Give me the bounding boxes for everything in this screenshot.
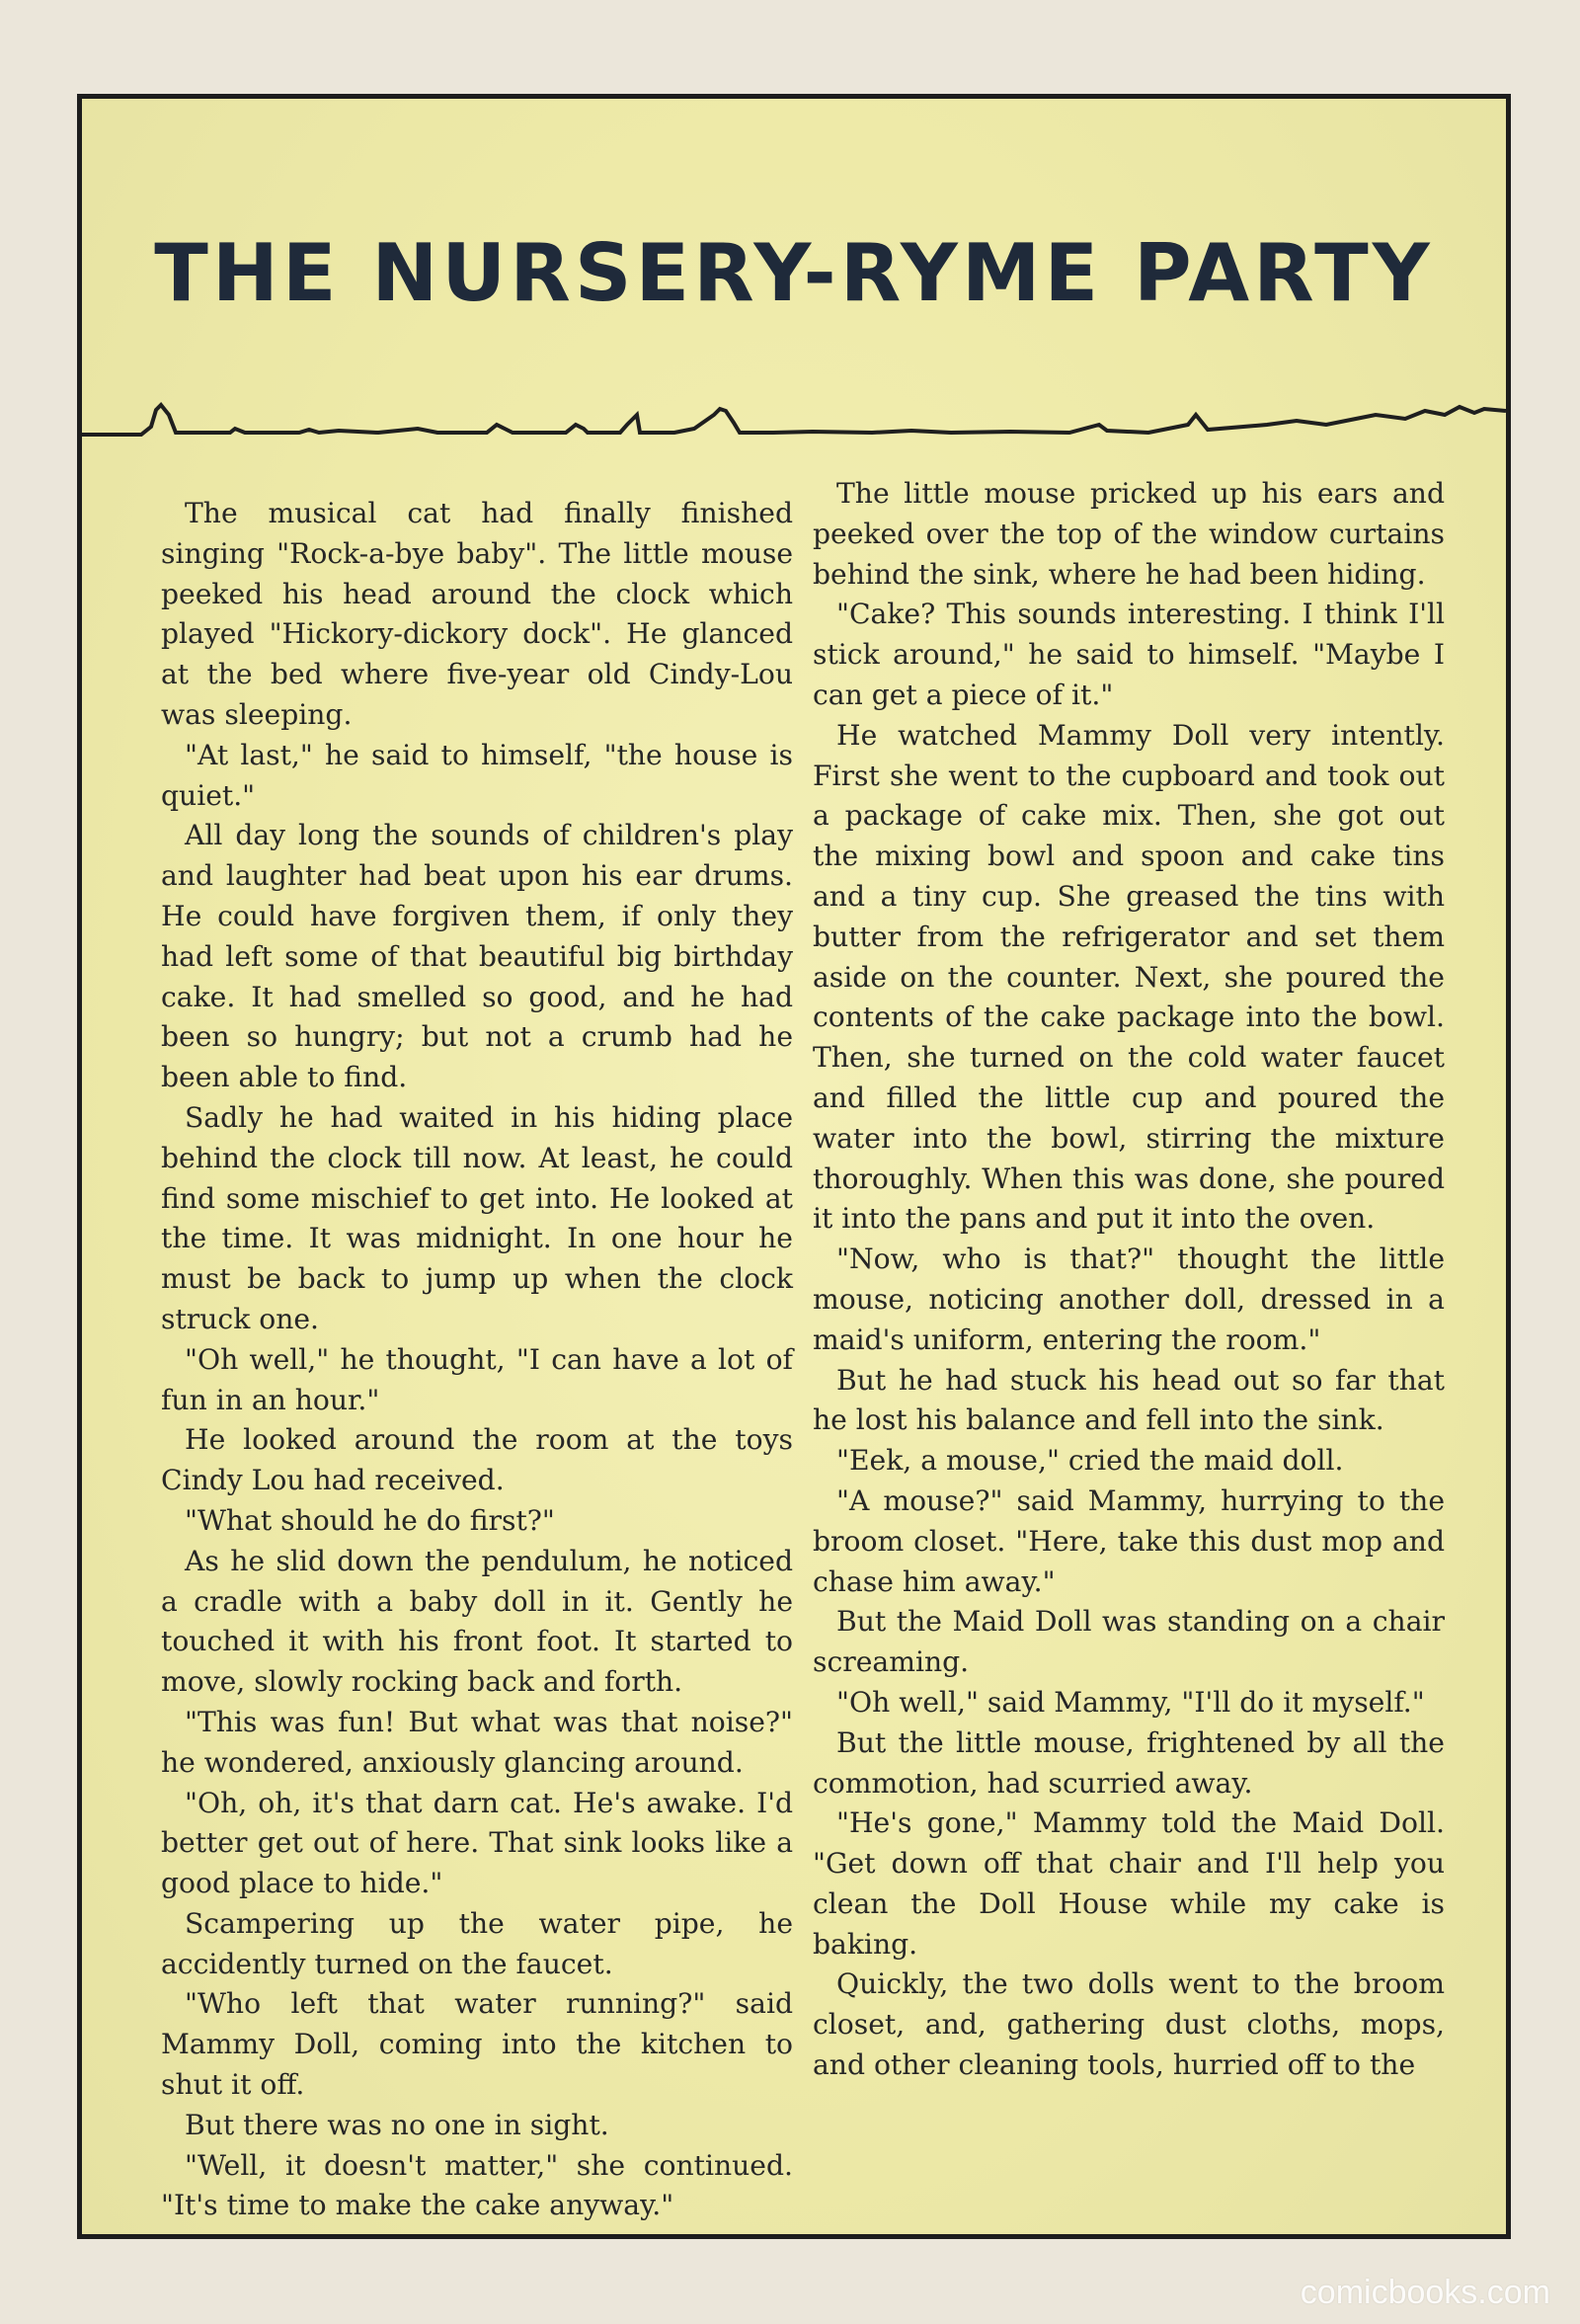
skyline-divider-icon: [82, 385, 1506, 454]
skyline-divider: [82, 385, 1506, 454]
paragraph: Sadly he had waited in his hiding place behind the clock till now. At least, he could find some mischief to get into. He looked at the time. It was midnight. In one hour he must be back to jump up when the clock struck one.: [161, 1100, 793, 1335]
story-title: THE NURSERY-RYME PARTY: [154, 227, 1434, 319]
paragraph: "Oh well," said Mammy, "I'll do it myself.": [836, 1685, 1425, 1719]
left-column: [161, 494, 793, 2226]
paragraph: "What should he do first?": [185, 1503, 555, 1537]
paragraph: "Well, it doesn't matter," she continued. "It's time to make the cake anyway.": [161, 2148, 793, 2222]
story-panel: [77, 94, 1511, 2239]
paragraph: "Who left that water running?" said Mammy Doll, coming into the kitchen to shut it off.: [161, 1987, 793, 2102]
paragraph: But the Maid Doll was standing on a chair screaming.: [813, 1605, 1445, 1679]
paragraph: "He's gone," Mammy told the Maid Doll. "Get down off that chair and I'll help you clean the Doll House while my cake is baking.: [813, 1806, 1445, 1961]
paragraph: The musical cat had finally finished singing "Rock-a-bye baby". The little mouse peeked his head around the clock which played "Hickory-dickory dock". He glanced at the bed where five-year old Cindy-Lou was sleeping.: [161, 497, 793, 731]
paragraph: All day long the sounds of children's play and laughter had beat upon his ear drums. He could have forgiven them, if only they had left some of that beautiful big birthday cake. It had smelled so good, and he had been so hungry; but not a crumb had he been able to find.: [161, 819, 793, 1094]
paragraph: He watched Mammy Doll very intently. First she went to the cupboard and took out a package of cake mix. Then, she got out the mixing bowl and spoon and cake tins and a tiny cup. She greased the tins with butter from the refrigerator and set them aside on the counter. Next, she poured the contents of the cake package into the bowl. Then, she turned on the cold water faucet and filled the little cup and poured the water into the bowl, stirring the mixture thoroughly. When this was done, she poured it into the pans and put it into the oven.: [813, 718, 1445, 1236]
paragraph: "Oh well," he thought, "I can have a lot of fun in an hour.": [161, 1342, 793, 1416]
paragraph: "A mouse?" said Mammy, hurrying to the broom closet. "Here, take this dust mop and chase him away.": [813, 1483, 1445, 1598]
paragraph: But there was no one in sight.: [185, 2108, 609, 2141]
paragraph: But the little mouse, frightened by all the commotion, had scurried away.: [813, 1725, 1445, 1800]
paragraph: "At last," he said to himself, "the house is quiet.": [161, 738, 793, 812]
watermark: comicbooks.com: [1300, 2274, 1550, 2311]
paragraph: But he had stuck his head out so far that he lost his balance and fell into the sink.: [813, 1363, 1445, 1437]
paragraph: The little mouse pricked up his ears and peeked over the top of the window curtains behind the sink, where he had been hiding.: [813, 477, 1445, 591]
paragraph: Quickly, the two dolls went to the broom closet, and, gathering dust cloths, mops, and other cleaning tools, hurried off to the: [813, 1967, 1445, 2082]
paragraph: He looked around the room at the toys Cindy Lou had received.: [161, 1423, 793, 1497]
paragraph: "Oh, oh, it's that darn cat. He's awake. I'd better get out of here. That sink looks like a good place to hide.": [161, 1786, 793, 1900]
paragraph: "Eek, a mouse," cried the maid doll.: [836, 1444, 1344, 1478]
paragraph: As he slid down the pendulum, he noticed a cradle with a baby doll in it. Gently he touched it with his front foot. It started to move, slowly rocking back and forth.: [161, 1544, 793, 1699]
paragraph: "This was fun! But what was that noise?" he wondered, anxiously glancing around.: [161, 1705, 793, 1779]
paragraph: "Now, who is that?" thought the little mouse, noticing another doll, dressed in a maid's uniform, entering the room.": [813, 1242, 1445, 1356]
paragraph: "Cake? This sounds interesting. I think I'll stick around," he said to himself. "Maybe I can get a piece of it.": [813, 598, 1445, 711]
right-column: [813, 474, 1445, 2086]
paragraph: Scampering up the water pipe, he accidently turned on the faucet.: [161, 1906, 793, 1980]
